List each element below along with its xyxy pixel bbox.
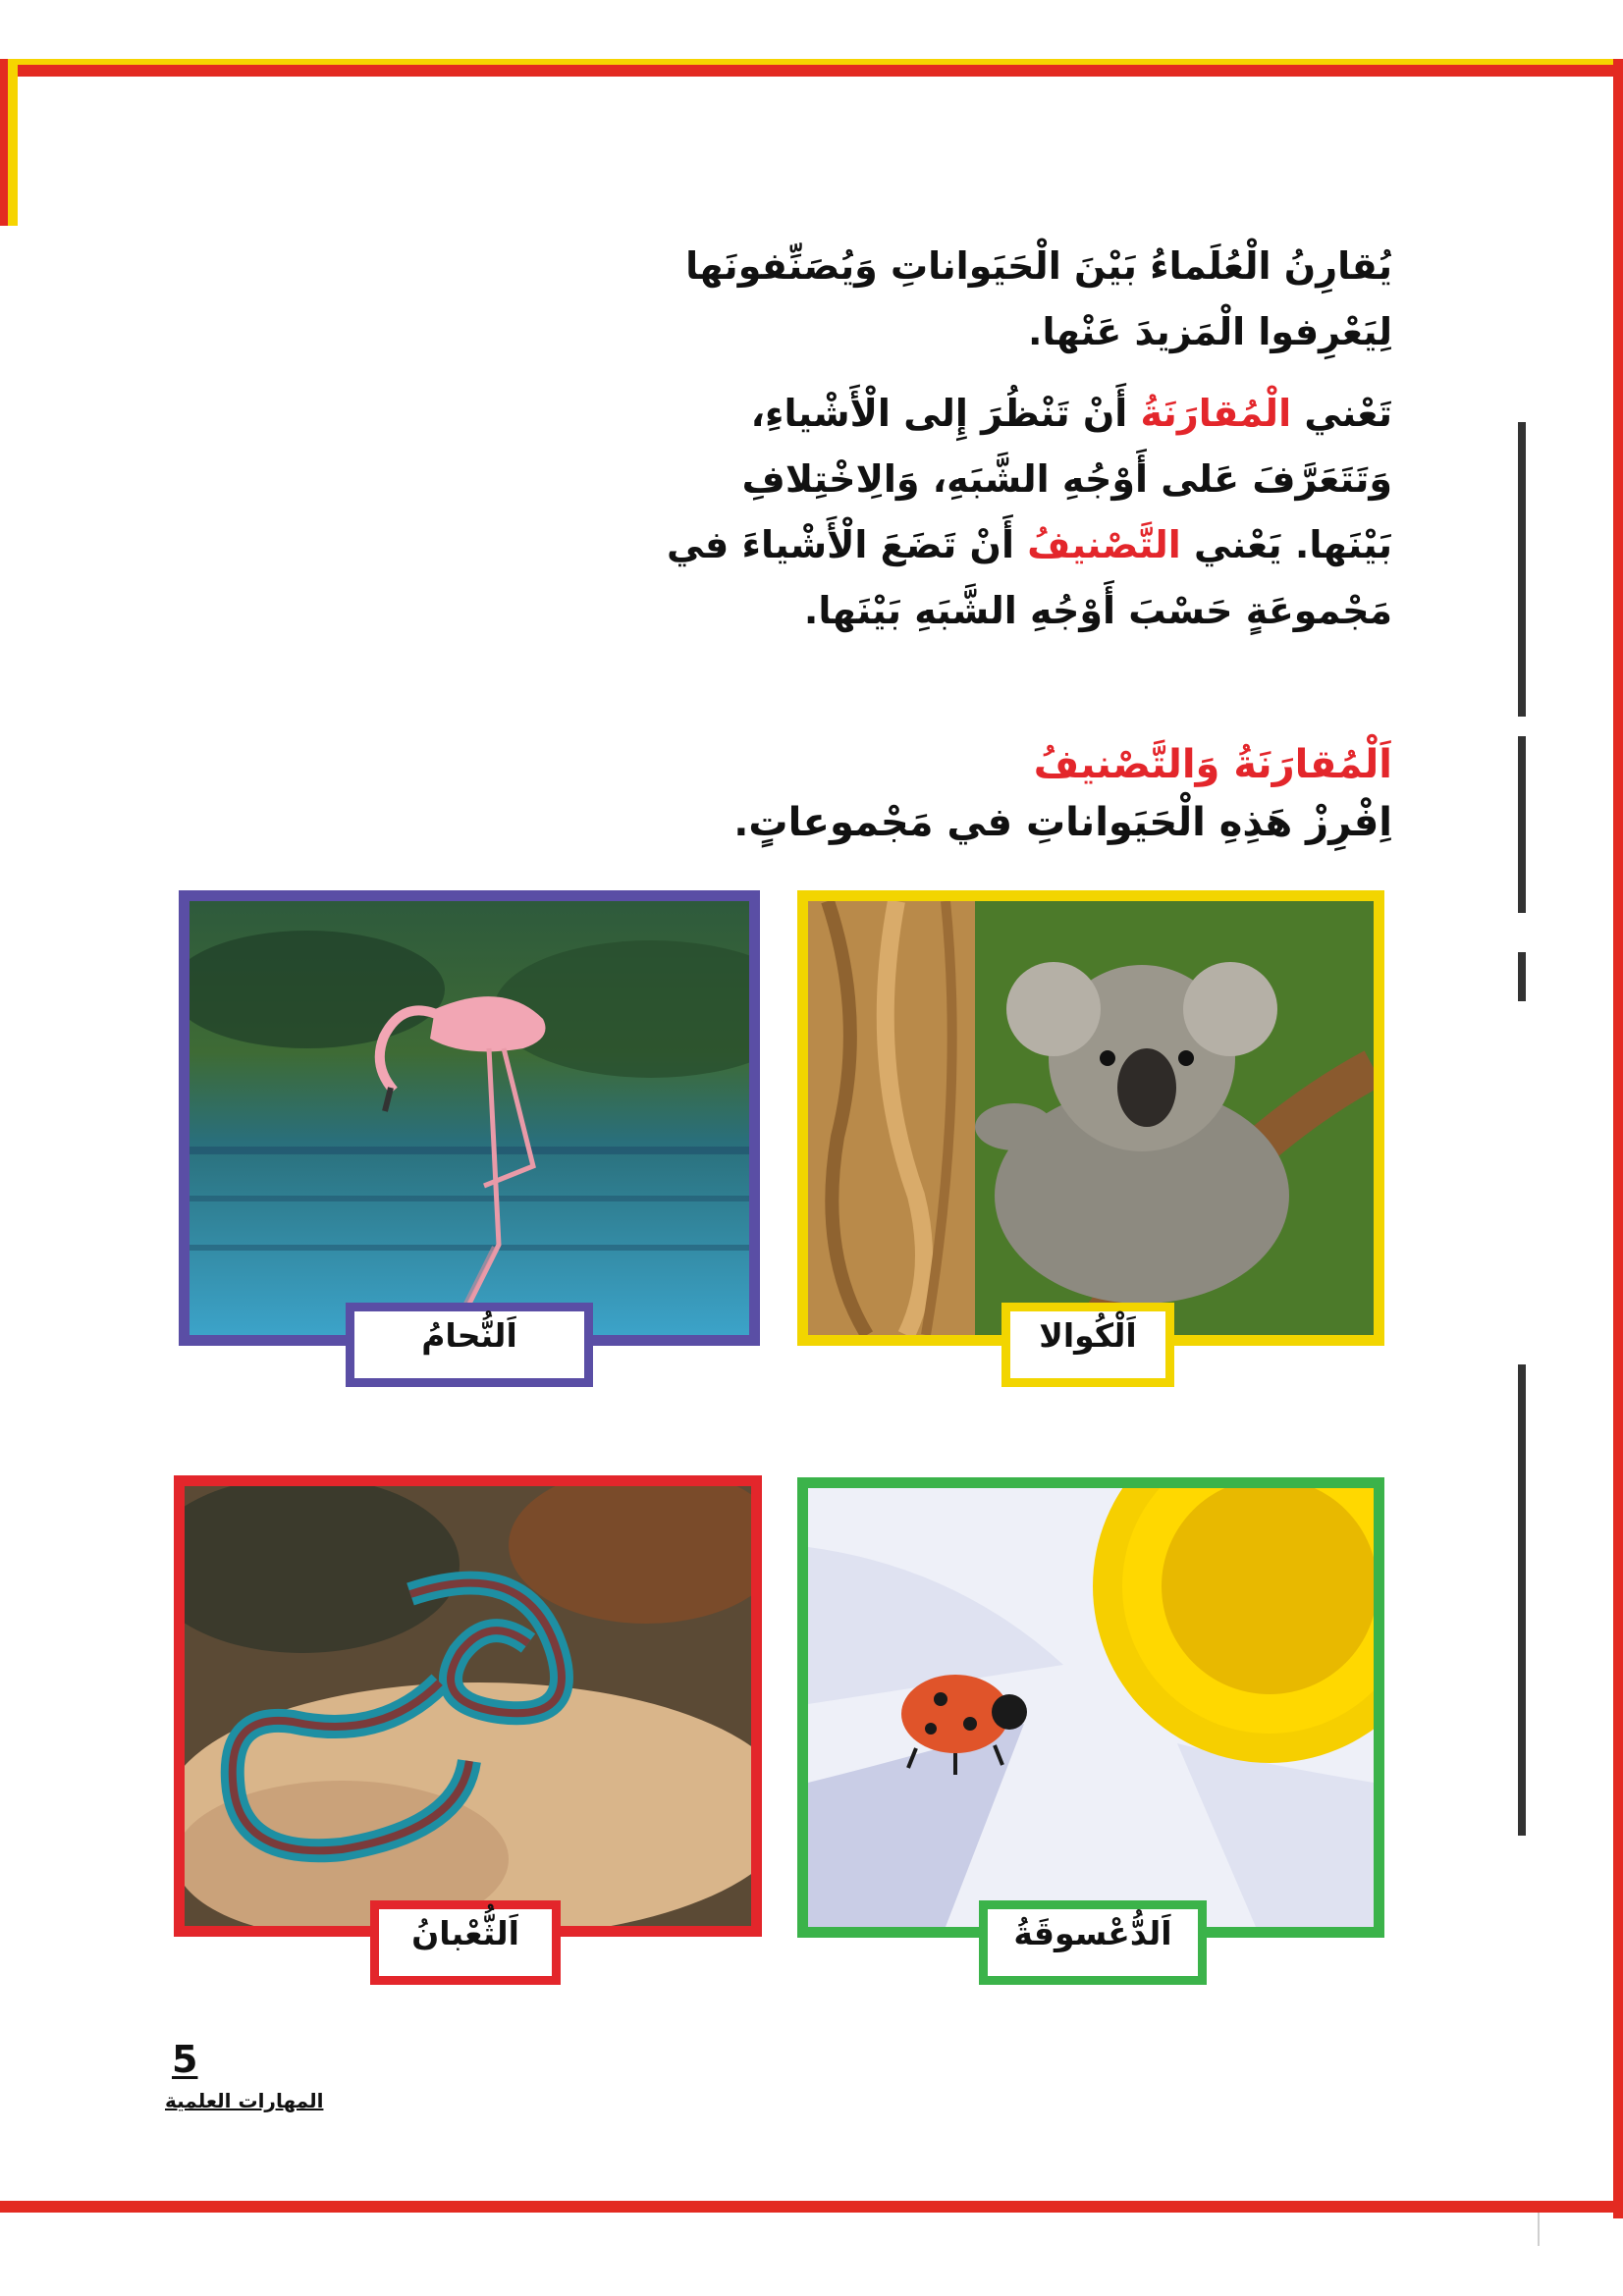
koala-label: اَلْكُوالا: [1001, 1303, 1174, 1387]
definition-text: بَيْنَها. يَعْني: [1180, 523, 1392, 566]
margin-fine-print: [1514, 422, 1530, 1845]
page-divider-mark: [1538, 2213, 1540, 2246]
flamingo-card[interactable]: [179, 890, 760, 1346]
snake-card[interactable]: [174, 1475, 762, 1937]
ladybug-label: اَلدُّعْسوقَةُ: [979, 1900, 1207, 1985]
definition-text: أَنْ تَنْظُرَ إِلى الْأَشْياءِ،: [750, 392, 1141, 435]
intro-paragraph: [626, 234, 1392, 365]
flamingo-photo: [189, 901, 749, 1335]
definition-line-2: وَتَتَعَرَّفَ عَلى أَوْجُهِ الشَّبَهِ، وَالِاخْتِلافِ: [741, 457, 1392, 501]
definition-text: تَعْني: [1291, 392, 1392, 435]
definition-line-1: [626, 381, 1392, 447]
koala-card[interactable]: [797, 890, 1384, 1346]
ladybug-card[interactable]: [797, 1477, 1384, 1938]
ladybug-photo: [808, 1488, 1374, 1927]
definition-line-4: مَجْموعَةٍ حَسْبَ أَوْجُهِ الشَّبَهِ بَيْنَها.: [803, 589, 1392, 632]
snake-label: اَلثُّعْبانُ: [370, 1900, 561, 1985]
term-compare: الْمُقارَنَةُ: [1140, 392, 1292, 435]
definition-paragraph: [626, 381, 1392, 644]
intro-line-2: لِيَعْرِفوا الْمَزيدَ عَنْها.: [1028, 310, 1392, 353]
page-frame-bottom: [0, 2201, 1623, 2213]
section-instruction: اِفْرِزْ هَذِهِ الْحَيَواناتِ في مَجْموعاتٍ.: [733, 800, 1392, 845]
page-number: 5: [172, 2038, 198, 2081]
page-frame-right: [1613, 59, 1623, 2218]
intro-line-1: يُقارِنُ الْعُلَماءُ بَيْنَ الْحَيَواناتِ وَيُصَنِّفونَها: [685, 244, 1392, 288]
definition-line-3: [626, 512, 1392, 578]
section-title: اَلْمُقارَنَةُ وَالتَّصْنيفُ: [1033, 742, 1392, 787]
page-frame-left: [0, 59, 18, 226]
page-frame-top: [0, 59, 1623, 77]
flamingo-label: اَلنُّحامُ: [346, 1303, 593, 1387]
term-classify: التَّصْنيفُ: [1027, 523, 1181, 566]
snake-photo: [185, 1486, 751, 1926]
margin-fine-print-marks: [1515, 422, 1529, 1845]
definition-text: أَنْ تَضَعَ الْأَشْياءَ في: [666, 523, 1028, 566]
koala-photo: [808, 901, 1374, 1335]
book-title: المهارات العلمية: [165, 2089, 324, 2112]
